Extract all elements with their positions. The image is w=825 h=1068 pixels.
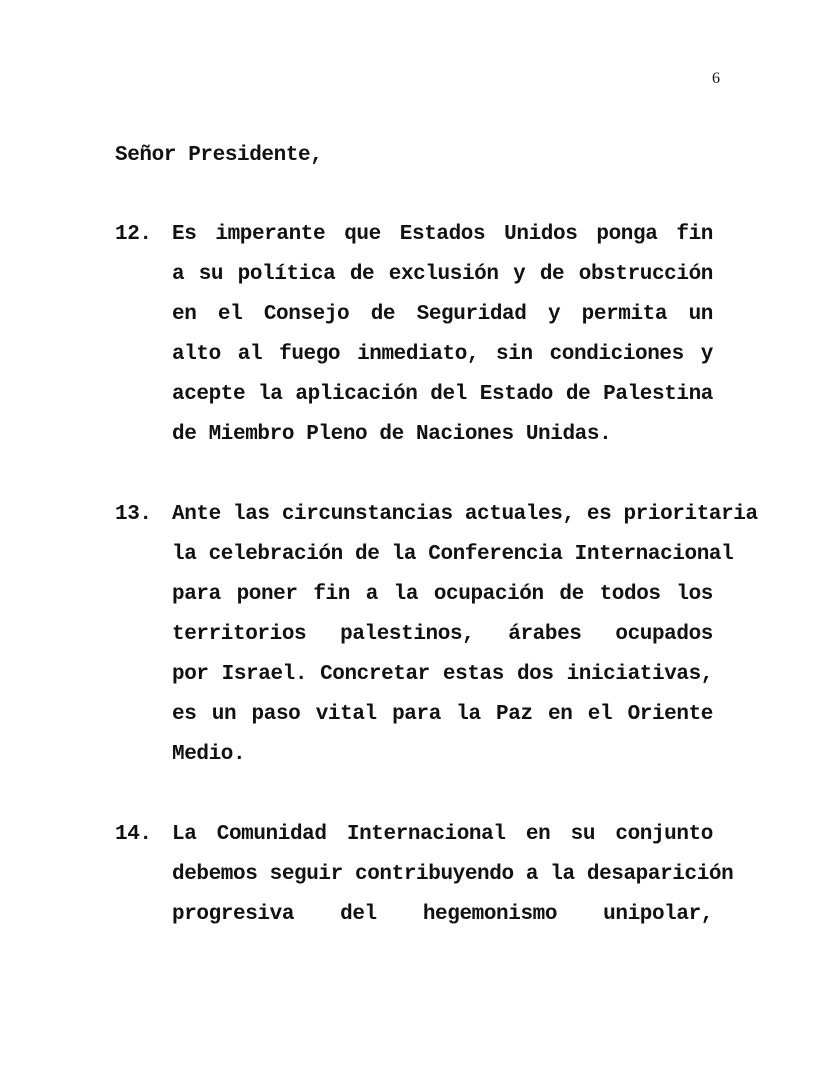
paragraph-line: Ante las circunstancias actuales, es prioritaria bbox=[172, 503, 758, 526]
paragraph-line: progresiva del hegemonismo unipolar, bbox=[172, 903, 713, 926]
paragraph-body bbox=[172, 502, 758, 782]
paragraph-line: La Comunidad Internacional en su conjunto bbox=[172, 823, 713, 846]
paragraph-line: de Miembro Pleno de Naciones Unidas. bbox=[172, 423, 612, 446]
paragraph-line: es un paso vital para la Paz en el Oriente bbox=[172, 703, 713, 726]
paragraph-line: territorios palestinos, árabes ocupados bbox=[172, 623, 713, 646]
paragraph-line: la celebración de la Conferencia Internacional bbox=[172, 543, 734, 566]
paragraph-body bbox=[172, 822, 734, 942]
paragraph-line: debemos seguir contribuyendo a la desaparición bbox=[172, 863, 734, 886]
paragraph-line: alto al fuego inmediato, sin condiciones y bbox=[172, 343, 713, 366]
paragraph-number: 12. bbox=[115, 223, 152, 246]
paragraph-line: Es imperante que Estados Unidos ponga fin bbox=[172, 223, 713, 246]
paragraph-line: en el Consejo de Seguridad y permita un bbox=[172, 303, 713, 326]
paragraph-line: por Israel. Concretar estas dos iniciativas, bbox=[172, 663, 713, 686]
paragraph-line: para poner fin a la ocupación de todos los bbox=[172, 583, 713, 606]
salutation: Señor Presidente, bbox=[115, 144, 323, 167]
paragraph-body bbox=[172, 222, 713, 462]
paragraph-line: a su política de exclusión y de obstrucción bbox=[172, 263, 713, 286]
page-number: 6 bbox=[712, 70, 720, 87]
paragraph-number: 13. bbox=[115, 503, 152, 526]
paragraph-line: Medio. bbox=[172, 743, 246, 766]
paragraph-line: acepte la aplicación del Estado de Palestina bbox=[172, 383, 713, 406]
paragraph-number: 14. bbox=[115, 823, 152, 846]
